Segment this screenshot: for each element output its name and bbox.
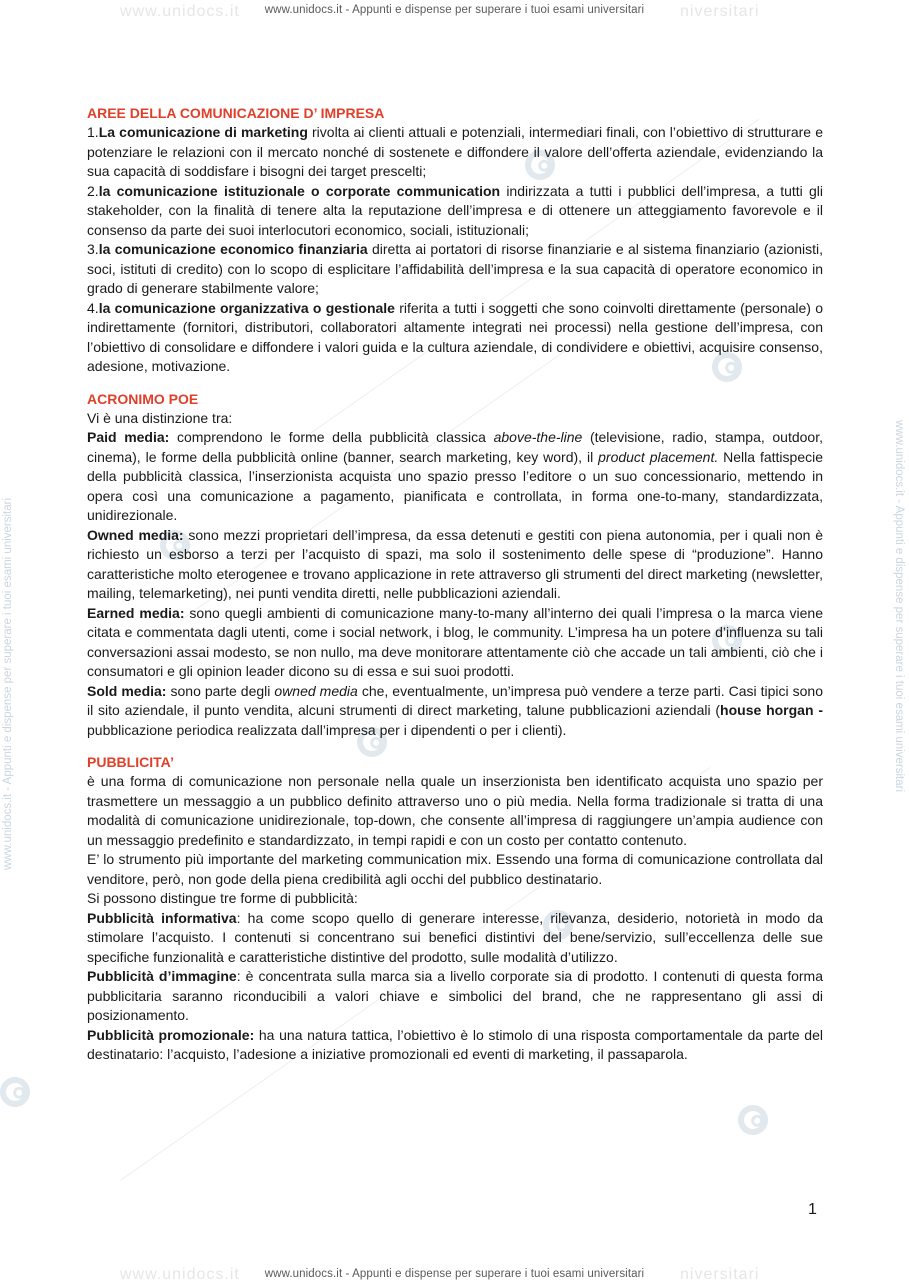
pubblicita-immagine-paragraph xyxy=(87,967,823,1026)
pubblicita-immagine-text: : è concentrata sulla marca sia a livello corporate sia di prodotto. I contenuti di questa forma pubblicitaria saranno riconducibili a valori chiave e simbolici del brand, che ne rappresentano gli assi di posizionamento. xyxy=(87,968,823,1023)
paid-media-italic: product placement. xyxy=(598,448,719,465)
sold-media-text: pubblicazione periodica realizzata dall’impresa per i dipendenti o per i clienti). xyxy=(87,721,567,738)
item-term: La comunicazione di marketing xyxy=(98,124,308,140)
list-item-comunicazione-finanziaria xyxy=(87,240,823,299)
earned-media-term: Earned media: xyxy=(87,604,185,621)
owned-media-term: Owned media: xyxy=(87,526,184,543)
item-text: riferita a tutti i soggetti che sono coinvolti direttamente (personale) o indirettamente (fornitori, distributori, collaboratori altamente integrati nei processi) nella gestione dell’impresa, con l’obiettivo di consolidare e diffondere i valori guida e la cultura aziendale, di condividere e obiettivi, acquisire consenso, adesione, motivazione. xyxy=(87,299,823,374)
item-text: indirizzata a tutti i pubblici dell’impresa, a tutti gli stakeholder, con la finalità di tenere alta la reputazione dell’impresa e di ottenere un atteggiamento favorevole e il consenso da parte dei suoi interlocutori economico, sociali, istituzionali; xyxy=(87,182,824,238)
section-heading-pubblicita: PUBBLICITA’ xyxy=(87,754,174,770)
list-item-comunicazione-marketing xyxy=(87,123,823,182)
paid-media-text: Nella fattispecie della pubblicità classica, l’inserzionista acquista uno spazio presso l’editore o un suo concessionario, mettendo in opera così una comunicazione a pagamento, pianificata e controllata, in forma one-to-many, standardizzata, unidirezionale. xyxy=(87,448,824,523)
pubblicita-promozionale-term: Pubblicità promozionale: xyxy=(87,1026,255,1043)
document-body xyxy=(87,103,823,1065)
unidocs-logo-icon xyxy=(732,1099,774,1141)
pubblicita-promozionale-text: ha una natura tattica, l’obiettivo è lo stimolo di una risposta comportamentale da parte del destinatario: l’acquisto, l’adesione a iniziative promozionali ed eventi di marketing, il passaparola. xyxy=(87,1026,823,1062)
paid-media-italic: above-the-line xyxy=(493,429,583,445)
item-number: 2. xyxy=(87,182,99,199)
item-text: diretta ai portatori di risorse finanziarie e al sistema finanziario (azionisti, soci, istituti di credito) con lo scopo di esplicitare l’affidabilità dell’impresa e la sua capacità di operatore economico in grado di generare stabilmente valore; xyxy=(87,241,824,296)
pubblicita-informativa-term: Pubblicità informativa xyxy=(87,909,237,926)
sold-media-bold: house horgan - xyxy=(720,702,823,718)
page-number: 1 xyxy=(808,1201,817,1218)
item-term: la comunicazione economico finanziaria xyxy=(98,241,368,257)
pubblicita-paragraph-3: Si possono distingue tre forme di pubblicità: xyxy=(87,890,358,906)
poe-intro: Vi è una distinzione tra: xyxy=(87,409,233,426)
item-number: 1. xyxy=(87,124,99,140)
watermark-ghost-top-right: niversitari xyxy=(680,3,760,20)
watermark-ghost-top: www.unidocs.it xyxy=(120,3,240,20)
sold-media-italic: owned media xyxy=(274,682,358,699)
pubblicita-immagine-term: Pubblicità d’immagine xyxy=(87,968,237,984)
section-heading-acronimo-poe: ACRONIMO POE xyxy=(87,390,199,407)
watermark-side-right: www.unidocs.it - Appunti e dispense per superare i tuoi esami universitari xyxy=(893,420,905,793)
list-item-comunicazione-istituzionale xyxy=(87,182,823,241)
item-term: la comunicazione istituzionale o corporate communication xyxy=(98,182,501,199)
item-term: la comunicazione organizzativa o gestionale xyxy=(98,299,395,316)
watermark-top: www.unidocs.it - Appunti e dispense per superare i tuoi esami universitari xyxy=(264,4,645,16)
earned-media-paragraph xyxy=(87,604,823,682)
sold-media-paragraph xyxy=(87,682,823,741)
sold-media-text: sono parte degli xyxy=(166,682,275,699)
section-heading-aree: AREE DELLA COMUNICAZIONE D’ IMPRESA xyxy=(87,105,385,121)
watermark-side-left: www.unidocs.it - Appunti e dispense per superare i tuoi esami universitari xyxy=(2,497,14,870)
paid-media-text: (televisione, radio, stampa, outdoor, cinema), le forme della pubblicità online (banner, search marketing, key word), il xyxy=(87,429,823,465)
owned-media-paragraph xyxy=(87,526,823,604)
pubblicita-paragraph-1: è una forma di comunicazione non personale nella quale un inserzionista ben identificato acquista uno spazio per trasmettere un messaggio a un pubblico definito attraverso uno o più media. Nella forma tradizionale si tratta di una modalità di comunicazione unidirezionale, top-down, che consente all’impresa di raggiungere un’ampia audience con un messaggio predefinito e standardizzato, in tempi rapidi e con un costo per contatto contenuto. xyxy=(87,773,823,848)
owned-media-text: sono mezzi proprietari dell’impresa, da essa detenuti e gestiti con piena autonomia, per i quali non è richiesto un esborso a terzi per l’acquisto di spazi, ma solo il sostenimento delle spese di “produzione”. Hanno caratteristiche molto eterogenee e trovano applicazione in rete attraverso gli strumenti del direct marketing (newsletter, mailing, telemarketing), nei punti vendita diretti, nelle pubblicazioni aziendali. xyxy=(87,526,823,601)
paid-media-paragraph xyxy=(87,428,823,526)
pubblicita-paragraph-2: E’ lo strumento più importante del marketing communication mix. Essendo una forma di comunicazione controllata dal venditore, però, non gode della piena credibilità agli occhi del pubblico destinatario. xyxy=(87,851,823,887)
paid-media-text: comprendono le forme della pubblicità classica xyxy=(169,429,494,445)
item-text: rivolta ai clienti attuali e potenziali, intermediari finali, con l’obiettivo di strutturare e potenziare le relazioni con il mercato nonché di sostenete e diffondere il valore dell’offerta aziendale, evidenziando la sua capacità di soddisfare i bisogni dei target prescelti; xyxy=(87,124,823,179)
watermark-ghost-bottom: www.unidocs.it xyxy=(120,1266,240,1283)
unidocs-logo-icon xyxy=(0,1071,36,1113)
paid-media-term: Paid media: xyxy=(87,429,170,445)
pubblicita-informativa-paragraph xyxy=(87,909,823,968)
watermark-bottom: www.unidocs.it - Appunti e dispense per superare i tuoi esami universitari xyxy=(264,1268,645,1280)
pubblicita-informativa-text: : ha come scopo quello di generare interesse, rilevanza, desiderio, notorietà in modo da stimolare l’acquisto. I contenuti si concentrano sui benefici distintivi del bene/servizio, sull’eccellenza delle sue specifiche funzionalità e caratteristiche distintive del prodotto, sulle modalità d’utilizzo. xyxy=(87,909,823,965)
watermark-ghost-bottom-right: niversitari xyxy=(680,1266,760,1283)
sold-media-term: Sold media: xyxy=(87,682,167,699)
item-number: 3. xyxy=(87,241,99,257)
item-number: 4. xyxy=(87,299,99,316)
sold-media-text: che, eventualmente, un’impresa può vendere a terze parti. Casi tipici sono il sito aziendale, il punto vendita, alcuni strumenti di direct marketing, talune pubblicazioni aziendali ( xyxy=(87,682,824,718)
earned-media-text: sono quegli ambienti di comunicazione many-to-many all’interno dei quali l’impresa o la marca viene citata e commentata dagli utenti, come i social network, i blog, le community. L’impresa ha un potere d’influenza su tali conversazioni assai modesto, se non nullo, ma deve monitorare attentamente ciò che accade un tali ambienti, ciò che i consumatori e gli opinion leader dicono su di essa e sui suoi prodotti. xyxy=(87,604,824,679)
pubblicita-promozionale-paragraph xyxy=(87,1026,823,1065)
list-item-comunicazione-organizzativa xyxy=(87,299,823,377)
